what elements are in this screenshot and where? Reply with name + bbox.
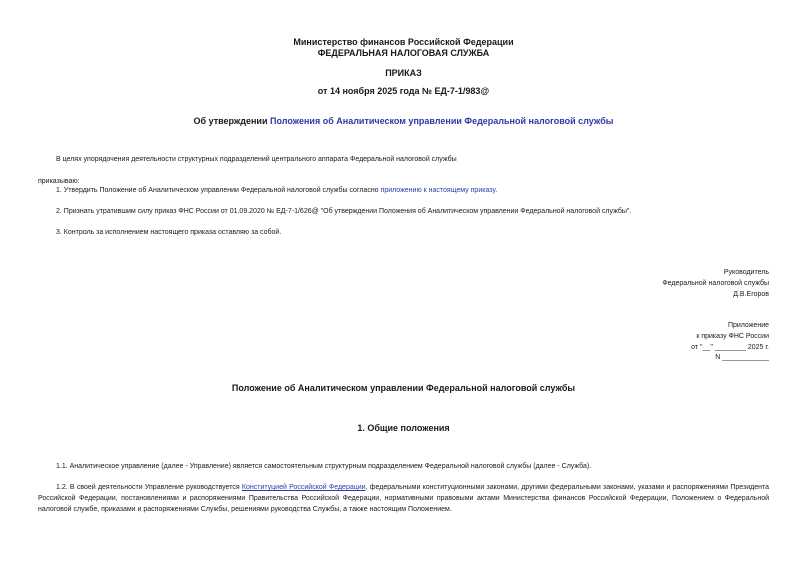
order-date-number: от 14 ноября 2025 года № ЕД-7-1/983@ [317,86,490,96]
regulation-title: Положение об Аналитическом управлении Федеральной налоговой службы [231,383,576,393]
appendix-number: N ____________ [715,354,769,361]
service-name: ФЕДЕРАЛЬНАЯ НАЛОГОВАЯ СЛУЖБА [317,48,490,58]
constitution-link[interactable]: Конституцией Российской Федерации [241,484,366,491]
order-title-prefix: Об утверждении [193,116,270,126]
paragraph-1-2 [38,482,769,515]
ministry-name: Министерство финансов Российской Федерации [293,37,514,47]
preamble-text: В целях упорядочения деятельности структурных подразделений центрального аппарата Федеральной налоговой службы [56,156,457,163]
document-type: ПРИКАЗ [385,68,422,78]
paragraph-1-2-rest: , федеральными конституционными законами, другими федеральными законами, указами и распоряжениями Президента Российской Федерации, постановлениями и распоряжениями Правительства Российской Федерации, нормативными правовыми актами Министерства финансов Российской Федерации, Положением о Федеральной налоговой службе, приказами и распоряжениями Службы, решениями руководства Службы, а также настоящим Положением. [38,484,769,513]
item-1-end: . [495,187,498,194]
order-word: приказываю: [38,178,80,185]
appendix-date: от "__" ________ 2025 г. [691,344,769,351]
item-3: 3. Контроль за исполнением настоящего приказа оставляю за собой. [56,229,282,236]
section-1-heading: 1. Общие положения [357,423,450,433]
regulation-link[interactable]: Положения об Аналитическом управлении Федеральной налоговой службы [270,116,614,126]
appendix-order-ref: к приказу ФНС России [696,333,769,340]
signature-position: Руководитель [723,269,769,276]
item-2: 2. Признать утратившим силу приказ ФНС России от 01.09.2020 № ЕД-7-1/626@ "Об утверждении Положения об Аналитическом управлении Федеральной налоговой службы". [56,208,632,215]
signature-organization: Федеральной налоговой службы [662,280,769,287]
paragraph-1-1: 1.1. Аналитическое управление (далее - Управление) является самостоятельным структурным подразделением Федеральной налоговой службы (далее - Служба). [56,463,592,470]
appendix-link[interactable]: приложению к настоящему приказу [380,187,496,194]
signature-name: Д.В.Егоров [733,291,769,298]
order-title [0,116,807,126]
paragraph-1-2-start: 1.2. В своей деятельности Управление руководствуется [56,484,242,491]
appendix-label: Приложение [727,322,769,329]
item-1-text: 1. Утвердить Положение об Аналитическом управлении Федеральной налоговой службы согласно [56,187,381,194]
item-1 [56,187,497,194]
